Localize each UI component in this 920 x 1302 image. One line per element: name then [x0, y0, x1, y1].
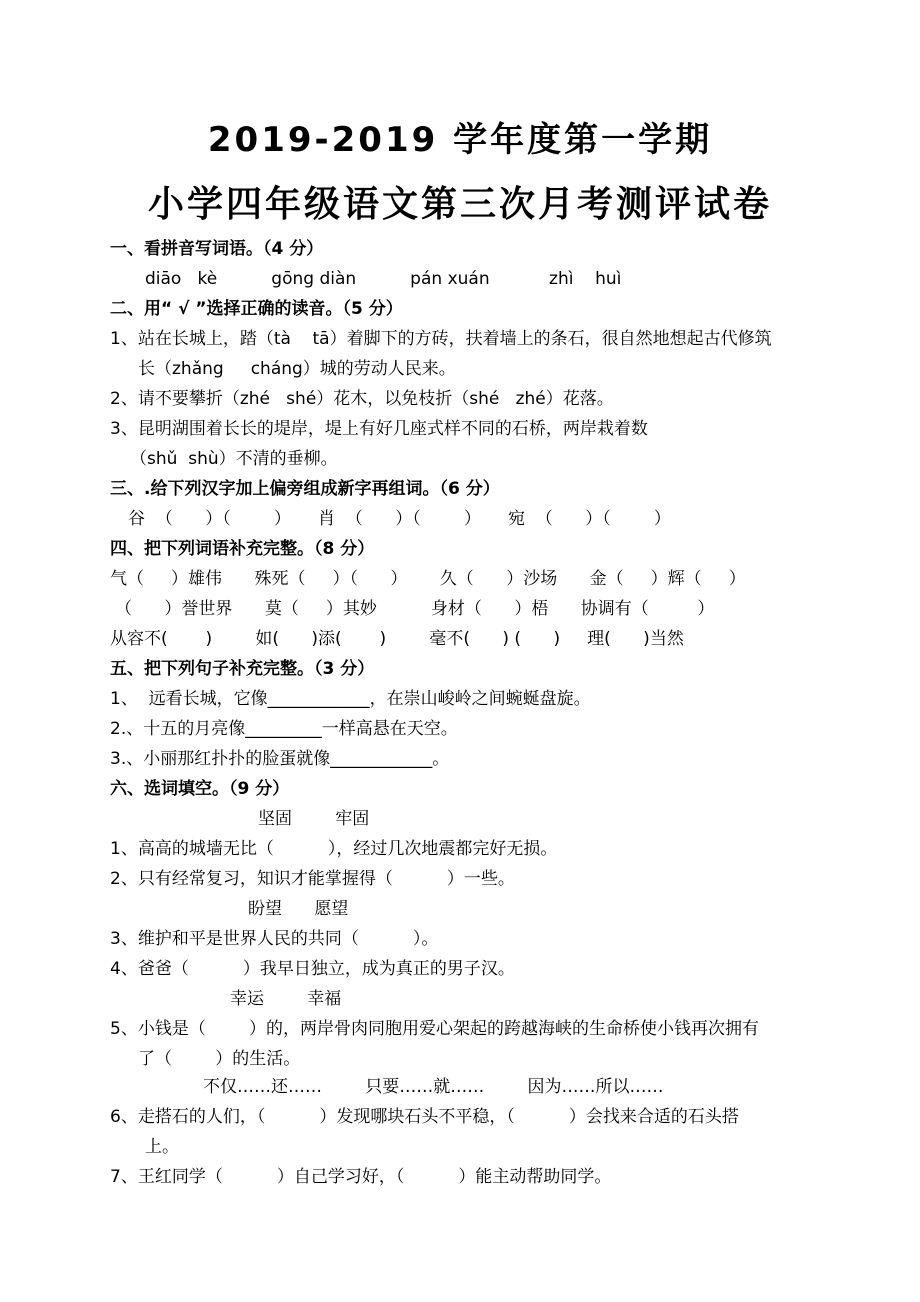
question-line: 3、昆明湖围着长长的堤岸，堤上有好几座式样不同的石桥，两岸栽着数 [110, 419, 648, 439]
idiom-row: 从容不( ) 如( )添( ) 毫不( ) ( ) 理( )当然 [110, 629, 684, 649]
question-line: 1、站在长城上，踏（tà tā）着脚下的方砖，扶着墙上的条石，很自然地想起古代修筑 [110, 329, 772, 349]
word-choices: 幸运 幸福 [230, 989, 342, 1009]
section-1-heading: 一、看拼音写词语。（4 分） [110, 239, 324, 259]
conjunction-choices: 不仅……还…… 只要……就…… 因为……所以…… [203, 1077, 664, 1097]
question-line: 6、走搭石的人们，（ ）发现哪块石头不平稳，（ ）会找来合适的石头搭 [110, 1107, 739, 1127]
question-line: 3、维护和平是世界人民的共同（ ）。 [110, 929, 439, 949]
question-line: 长（zhǎng cháng）城的劳动人民来。 [138, 359, 456, 379]
question-line: 2、只有经常复习，知识才能掌握得（ ）一些。 [110, 869, 515, 889]
section-2-heading: 二、用“ √ ”选择正确的读音。（5 分） [110, 299, 403, 319]
radical-row: 谷 （ ）（ ） 肖 （ ）（ ） 宛 （ ）（ ） [128, 509, 671, 529]
idiom-row: （ ）誉世界 莫（ ）其妙 身材（ ）梧 协调有（ ） [115, 599, 715, 619]
word-choices: 盼望 愿望 [248, 899, 349, 919]
exam-title: 2019-2019 学年度第一学期 [207, 120, 713, 160]
question-line: 2.、十五的月亮像_________一样高悬在天空。 [110, 719, 458, 739]
pinyin-row: diāo kè gōng diàn pán xuán zhì huì [145, 269, 622, 289]
section-4-heading: 四、把下列词语补充完整。（8 分） [110, 539, 375, 559]
question-line: 4、爸爸（ ）我早日独立，成为真正的男子汉。 [110, 959, 515, 979]
question-line: 1、 远看长城，它像____________，在崇山峻岭之间蜿蜒盘旋。 [110, 689, 591, 709]
question-line: 3.、小丽那红扑扑的脸蛋就像____________。 [110, 749, 450, 769]
question-line: 了（ ）的生活。 [138, 1049, 301, 1069]
idiom-row: 气（ ）雄伟 殊死（ ）（ ） 久（ ）沙场 金（ ）辉（ ） [110, 569, 746, 589]
exam-subtitle: 小学四年级语文第三次月考测评试卷 [147, 184, 772, 225]
section-6-heading: 六、选词填空。（9 分） [110, 779, 290, 799]
word-choices: 坚固 牢固 [258, 809, 370, 829]
section-5-heading: 五、把下列句子补充完整。（3 分） [110, 659, 375, 679]
question-line: （shǔ shù）不清的垂柳。 [130, 449, 338, 469]
question-line: 5、小钱是（ ）的，两岸骨肉同胞用爱心架起的跨越海峡的生命桥使小钱再次拥有 [110, 1019, 760, 1039]
question-line: 7、王红同学（ ）自己学习好，（ ）能主动帮助同学。 [110, 1167, 612, 1187]
question-line: 上。 [145, 1137, 179, 1157]
question-line: 1、高高的城墙无比（ ），经过几次地震都完好无损。 [110, 839, 558, 859]
question-line: 2、请不要攀折（zhé shé）花木，以免枝折（shé zhé）花落。 [110, 389, 614, 409]
section-3-heading: 三、.给下列汉字加上偏旁组成新字再组词。（6 分） [110, 479, 500, 499]
